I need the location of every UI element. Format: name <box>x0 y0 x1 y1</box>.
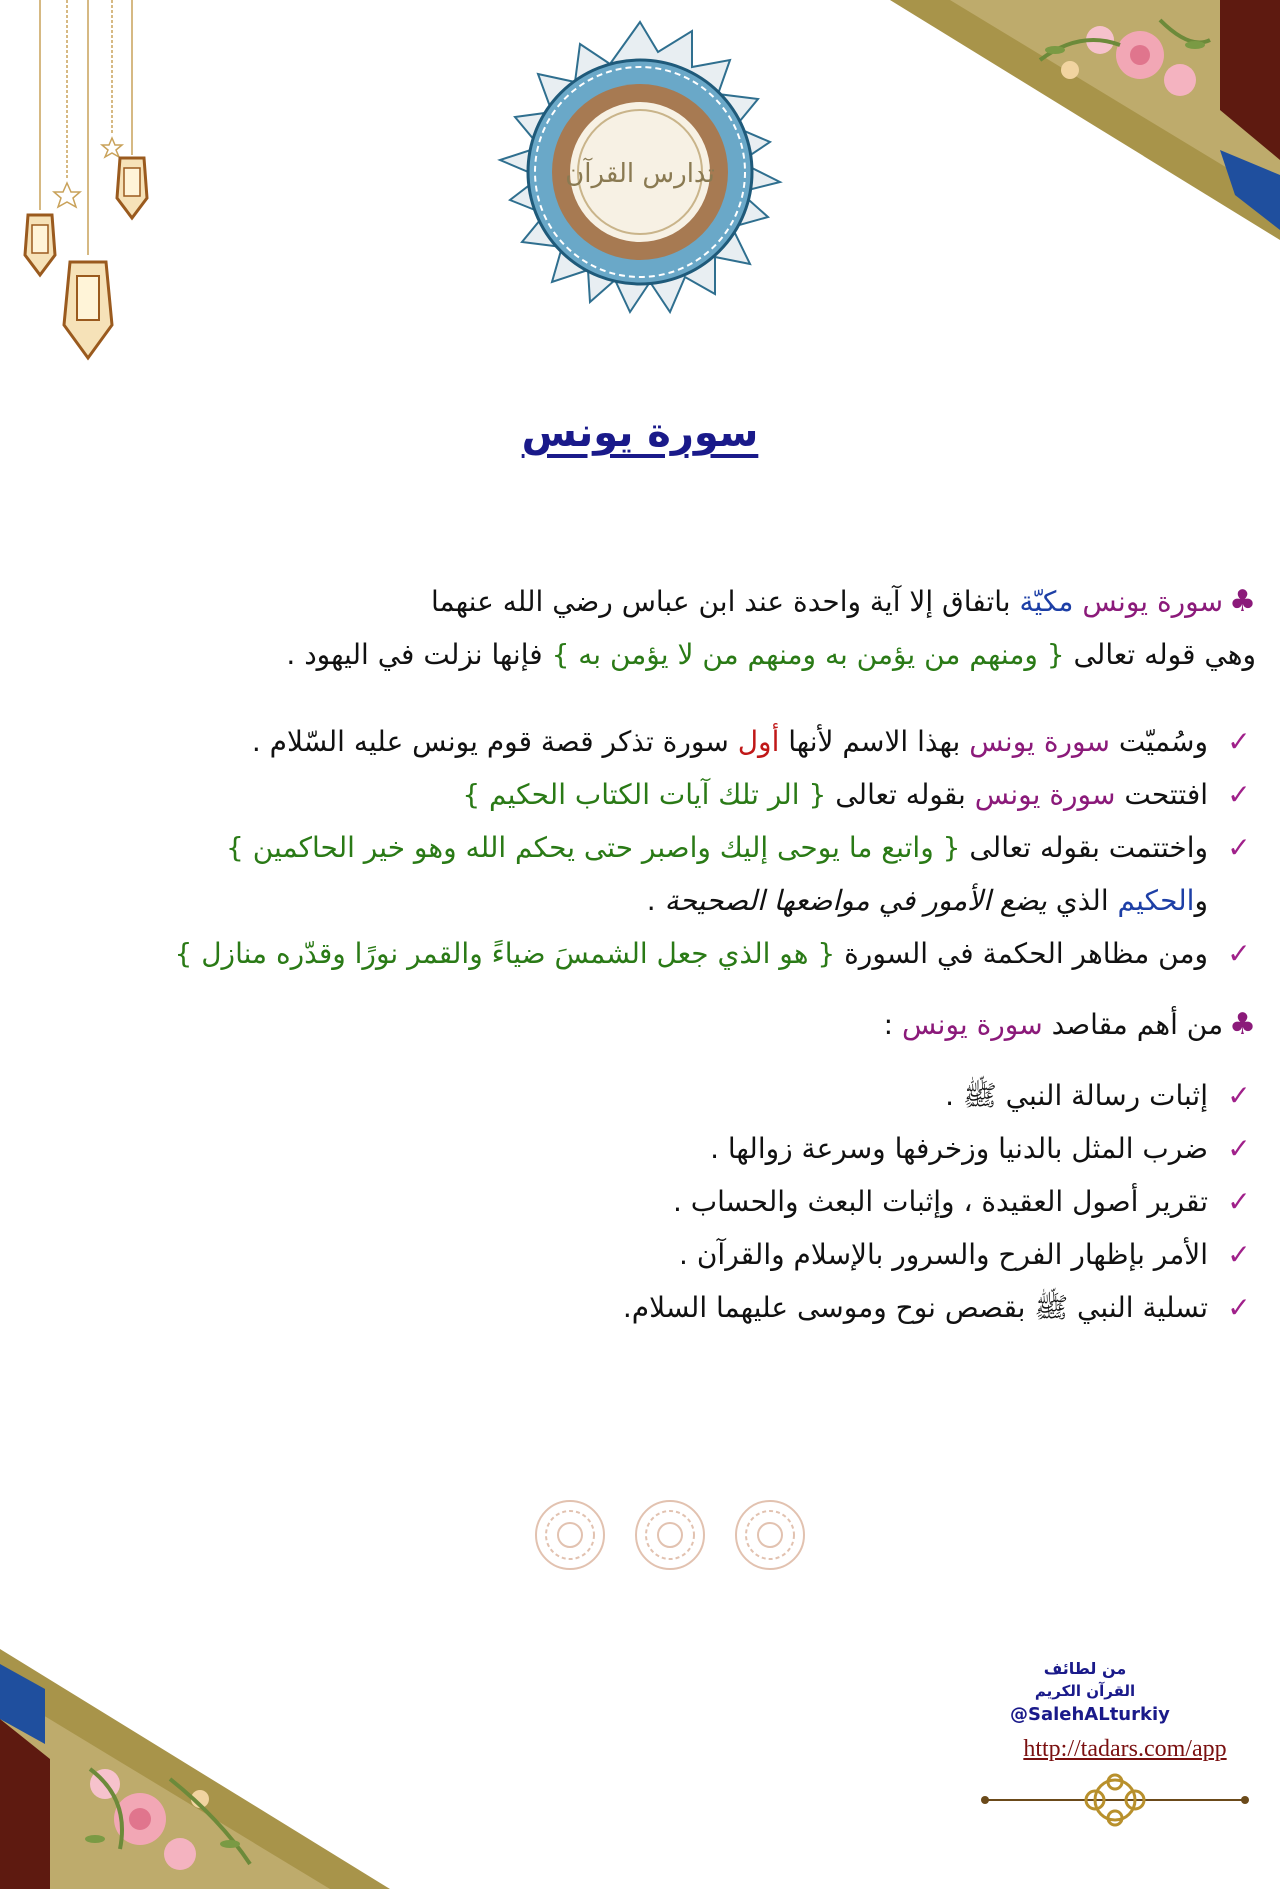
main-content <box>16 575 1256 1334</box>
goal-item <box>16 1228 1256 1281</box>
checkmark-icon: ✓ <box>1227 778 1251 811</box>
checkmark-icon: ✓ <box>1227 1132 1251 1165</box>
medallion-icon <box>636 1501 704 1569</box>
medallion-ornaments <box>530 1495 810 1575</box>
goal-text: الأمر بإظهار الفرح والسرور بالإسلام والقرآن . <box>679 1238 1208 1271</box>
fact-item <box>16 715 1256 768</box>
goals-heading-text: من أهم مقاصد <box>1051 1008 1224 1041</box>
fact-text: و <box>1194 884 1208 917</box>
hanging-lanterns-decoration <box>20 0 170 370</box>
goals-heading-text: : <box>883 1008 894 1041</box>
checkmark-icon: ✓ <box>1227 831 1251 864</box>
verse-quote: { الر تلك آيات الكتاب الحكيم } <box>462 778 827 811</box>
goals-heading <box>16 998 1256 1051</box>
intro-text: فإنها نزلت في اليهود . <box>286 638 543 671</box>
fact-item <box>16 768 1256 821</box>
goal-item <box>16 1069 1256 1122</box>
italic-phrase: يضع الأمور في مواضعها الصحيحة <box>664 884 1047 917</box>
fact-continuation <box>16 874 1256 927</box>
intro-text: باتفاق إلا آية واحدة عند ابن عباس رضي الله عنهما <box>431 585 1011 618</box>
makki-label: مكيّة <box>1019 585 1074 618</box>
goal-text: تقرير أصول العقيدة ، وإثبات البعث والحساب . <box>672 1185 1208 1218</box>
surah-name: سورة يونس <box>1082 585 1224 618</box>
fact-text: افتتحت <box>1124 778 1208 811</box>
verse-quote: { هو الذي جعل الشمسَ ضياءً والقمر نورًا وقدّره منازل } <box>174 937 836 970</box>
intro-text: وهي قوله تعالى <box>1073 638 1256 671</box>
goal-item <box>16 1122 1256 1175</box>
club-bullet-icon: ♣ <box>1229 1007 1256 1042</box>
surah-name: سورة يونس <box>969 725 1110 758</box>
checkmark-icon: ✓ <box>1227 937 1251 970</box>
verse-quote: { واتبع ما يوحى إليك واصبر حتى يحكم الله وهو خير الحاكمين } <box>225 831 961 864</box>
fact-text: بقوله تعالى <box>835 778 966 811</box>
fact-text: الذي <box>1055 884 1109 917</box>
surah-name: سورة يونس <box>974 778 1116 811</box>
hakim-word: الحكيم <box>1117 884 1195 917</box>
checkmark-icon: ✓ <box>1227 1291 1251 1324</box>
credit-line-1: من لطائف <box>1043 1659 1127 1678</box>
intro-line-1 <box>16 575 1256 628</box>
corner-decoration-bottom-left <box>0 1649 390 1889</box>
verse-quote: { ومنهم من يؤمن به ومنهم من لا يؤمن به } <box>551 638 1065 671</box>
fact-text: وسُميّت <box>1118 725 1208 758</box>
medallion-icon <box>736 1501 804 1569</box>
fact-text: سورة تذكر قصة قوم يونس عليه السّلام . <box>251 725 729 758</box>
fact-item <box>16 821 1256 874</box>
emblem-calligraphy: تدارس القرآن <box>565 159 715 189</box>
fact-item <box>16 927 1256 980</box>
checkmark-icon: ✓ <box>1227 1079 1251 1112</box>
first-word: أول <box>737 725 780 758</box>
fact-text: ومن مظاهر الحكمة في السورة <box>844 937 1208 970</box>
fact-text: واختتمت بقوله تعالى <box>969 831 1208 864</box>
lantern-icon <box>117 158 147 218</box>
intro-line-2 <box>16 628 1256 681</box>
fact-text: . <box>646 884 656 917</box>
goal-item <box>16 1175 1256 1228</box>
goal-text: ضرب المثل بالدنيا وزخرفها وسرعة زوالها . <box>710 1132 1208 1165</box>
credit-block <box>1010 1658 1170 1728</box>
surah-name: سورة يونس <box>901 1008 1043 1041</box>
corner-decoration-top-right <box>890 0 1280 240</box>
goal-item <box>16 1281 1256 1334</box>
checkmark-icon: ✓ <box>1227 725 1251 758</box>
lantern-icon <box>64 262 112 358</box>
quran-emblem-logo <box>490 20 790 325</box>
credit-line-2: القرآن الكريم <box>1034 1682 1136 1700</box>
checkmark-icon: ✓ <box>1227 1238 1251 1271</box>
lantern-icon <box>25 215 55 275</box>
checkmark-icon: ✓ <box>1227 1185 1251 1218</box>
source-link[interactable]: http://tadars.com/app <box>1023 1736 1227 1762</box>
fact-text: بهذا الاسم لأنها <box>788 725 961 758</box>
goal-text: إثبات رسالة النبي ﷺ . <box>945 1079 1208 1112</box>
goal-text: تسلية النبي ﷺ بقصص نوح وموسى عليهما السلام. <box>622 1291 1208 1324</box>
divider-ornament <box>980 1772 1250 1828</box>
club-bullet-icon: ♣ <box>1229 584 1256 619</box>
page-title: سورة يونس <box>521 410 759 456</box>
credit-handle: @SalehALturkiy <box>1010 1704 1170 1725</box>
medallion-icon <box>536 1501 604 1569</box>
